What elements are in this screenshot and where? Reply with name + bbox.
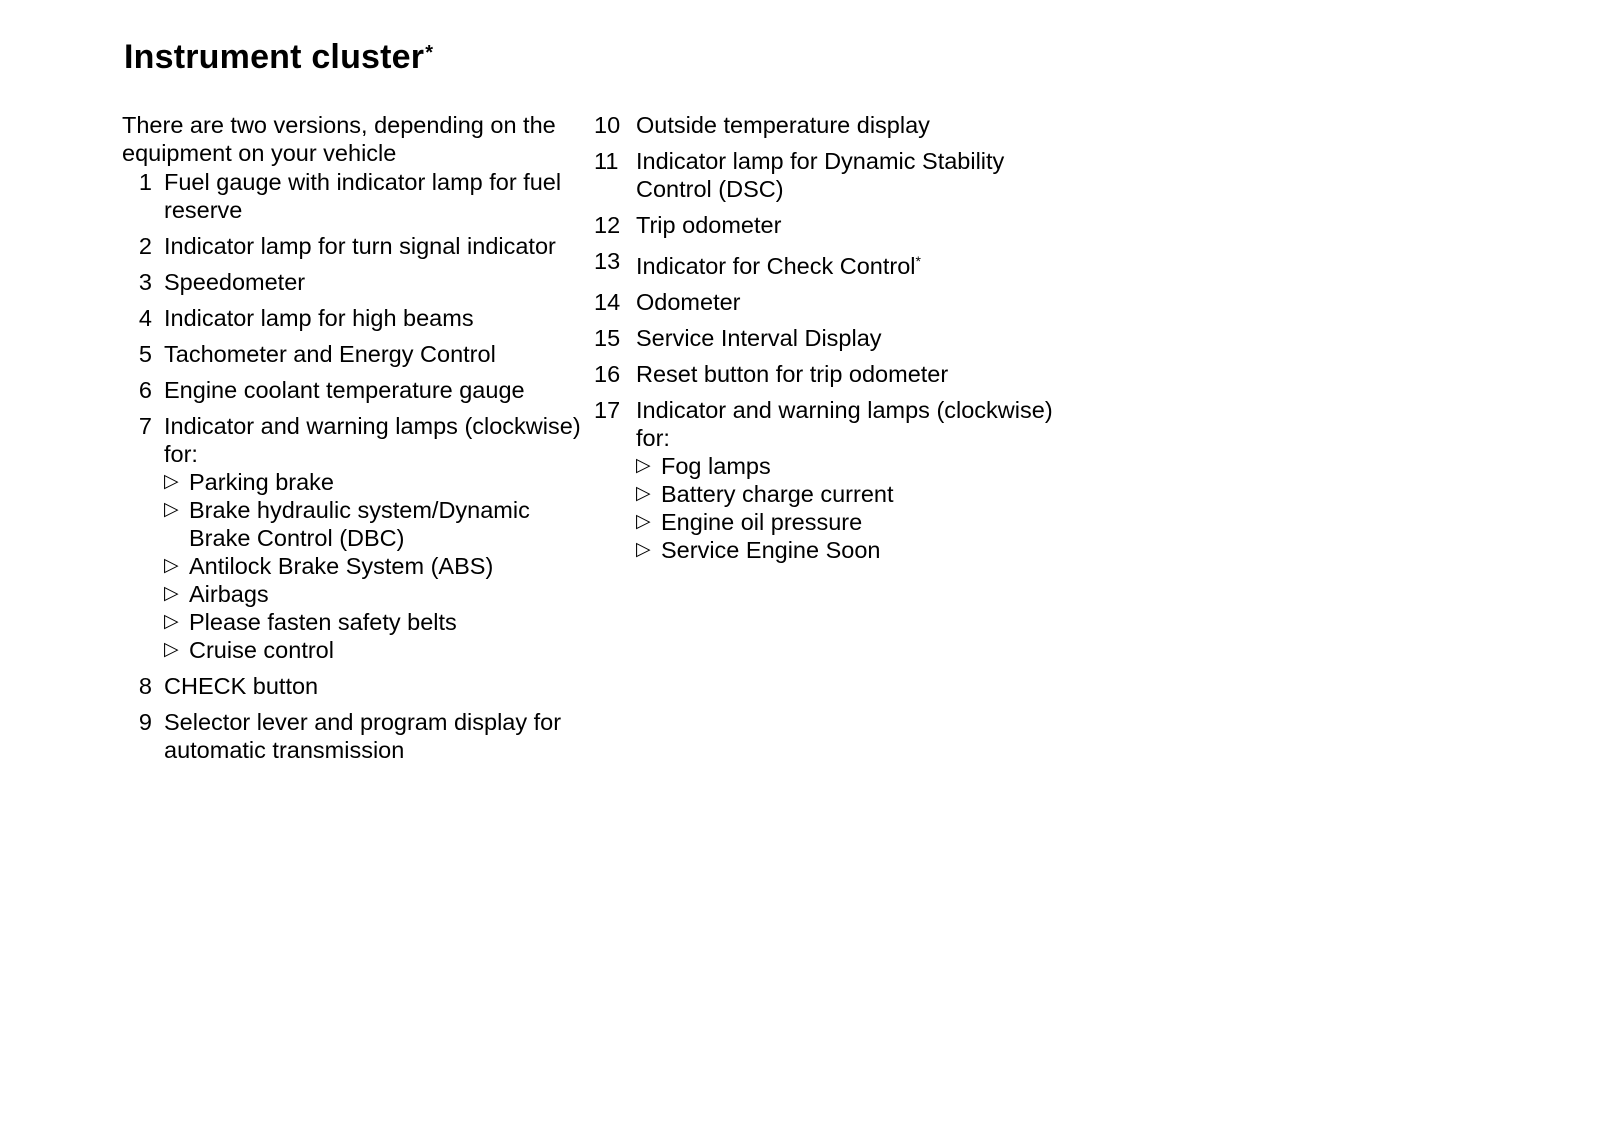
- item-text: Indicator for Check Control: [636, 253, 916, 279]
- item-text: Outside temperature display: [636, 112, 930, 138]
- triangle-right-outline-icon: ▷: [164, 499, 179, 520]
- list-item-11: [594, 147, 1064, 203]
- list-item-6: [122, 376, 582, 404]
- triangle-right-outline-icon: ▷: [164, 639, 179, 660]
- item-text: Indicator lamp for high beams: [164, 305, 474, 331]
- list-item-16: [594, 360, 1064, 388]
- list-item-14: [594, 288, 1064, 316]
- sub-item-text: Cruise control: [189, 637, 334, 663]
- intro-text: There are two versions, depending on the equipment on your vehicle: [122, 112, 556, 166]
- item-body: [164, 412, 582, 664]
- list-item-13: [594, 247, 1064, 280]
- item-number: 14: [594, 289, 621, 315]
- item-body: [636, 247, 1064, 280]
- list-item-15: [594, 324, 1064, 352]
- item-text: Odometer: [636, 289, 741, 315]
- item-text: Indicator lamp for Dynamic Stability Control (DSC): [636, 148, 1005, 202]
- sub-list-item: [636, 536, 1064, 564]
- optional-equipment-asterisk: *: [915, 253, 921, 269]
- list-item-17: [594, 396, 1064, 564]
- triangle-right-outline-icon: ▷: [164, 611, 179, 632]
- sub-list-item: [636, 452, 1064, 480]
- item-number: 10: [594, 112, 621, 138]
- item-number: 6: [138, 377, 152, 403]
- sub-list-item: [636, 480, 1064, 508]
- item-number: 3: [138, 269, 152, 295]
- warning-lamp-list: [164, 468, 582, 664]
- item-text: Engine coolant temperature gauge: [164, 377, 525, 403]
- sub-item-text: Engine oil pressure: [661, 509, 863, 535]
- item-text: Indicator and warning lamps (clockwise) for:: [636, 397, 1053, 451]
- sub-list-item: [164, 552, 582, 580]
- list-item-2: [122, 232, 582, 260]
- item-text: Tachometer and Energy Control: [164, 341, 496, 367]
- item-number: 17: [594, 397, 621, 423]
- item-text: Indicator lamp for turn signal indicator: [164, 233, 556, 259]
- list-item-1: [122, 168, 582, 224]
- list-item-10: [594, 111, 1064, 139]
- item-number: 1: [138, 169, 152, 195]
- triangle-right-outline-icon: ▷: [636, 455, 651, 476]
- item-number: 9: [138, 709, 152, 735]
- sub-list-item: [164, 636, 582, 664]
- list-item-12: [594, 211, 1064, 239]
- list-item-5: [122, 340, 582, 368]
- sub-list-item: [164, 580, 582, 608]
- item-text: Service Interval Display: [636, 325, 882, 351]
- item-text: Speedometer: [164, 269, 306, 295]
- item-number: 8: [138, 673, 152, 699]
- sub-list-item: [636, 508, 1064, 536]
- item-number: 7: [138, 413, 152, 439]
- item-text: Reset button for trip odometer: [636, 361, 949, 387]
- list-item-9: [122, 708, 582, 764]
- triangle-right-outline-icon: ▷: [636, 511, 651, 532]
- list-item-3: [122, 268, 582, 296]
- item-number: 5: [138, 341, 152, 367]
- triangle-right-outline-icon: ▷: [164, 471, 179, 492]
- triangle-right-outline-icon: ▷: [636, 539, 651, 560]
- item-text: Indicator and warning lamps (clockwise) for:: [164, 413, 581, 467]
- sub-list-item: [164, 608, 582, 636]
- item-number: 16: [594, 361, 621, 387]
- item-number: 13: [594, 248, 621, 274]
- item-number: 4: [138, 305, 152, 331]
- item-text: Trip odometer: [636, 212, 782, 238]
- sub-item-text: Airbags: [189, 581, 269, 607]
- page-title-text: Instrument cluster: [124, 38, 425, 76]
- item-number: 12: [594, 212, 621, 238]
- list-item-7: [122, 412, 582, 664]
- warning-lamp-list: [636, 452, 1064, 564]
- item-number: 15: [594, 325, 621, 351]
- left-column: [122, 111, 582, 772]
- triangle-right-outline-icon: ▷: [164, 583, 179, 604]
- sub-item-text: Fog lamps: [661, 453, 771, 479]
- sub-list-item: [164, 468, 582, 496]
- item-body: [636, 396, 1064, 564]
- sub-item-text: Please fasten safety belts: [189, 609, 457, 635]
- sub-list-item: [164, 496, 582, 552]
- triangle-right-outline-icon: ▷: [636, 483, 651, 504]
- list-item-4: [122, 304, 582, 332]
- optional-equipment-asterisk: *: [425, 42, 434, 64]
- sub-item-text: Antilock Brake System (ABS): [189, 553, 494, 579]
- page-title: [124, 38, 433, 77]
- triangle-right-outline-icon: ▷: [164, 555, 179, 576]
- item-text: Fuel gauge with indicator lamp for fuel reserve: [164, 169, 562, 223]
- item-number: 2: [138, 233, 152, 259]
- item-number: 11: [594, 148, 619, 174]
- list-item-8: [122, 672, 582, 700]
- sub-item-text: Parking brake: [189, 469, 334, 495]
- sub-item-text: Service Engine Soon: [661, 537, 881, 563]
- sub-item-text: Brake hydraulic system/Dynamic Brake Control (DBC): [189, 497, 530, 551]
- sub-item-text: Battery charge current: [661, 481, 894, 507]
- right-column: [594, 111, 1064, 572]
- item-text: Selector lever and program display for automatic transmission: [164, 709, 562, 763]
- item-text: CHECK button: [164, 673, 319, 699]
